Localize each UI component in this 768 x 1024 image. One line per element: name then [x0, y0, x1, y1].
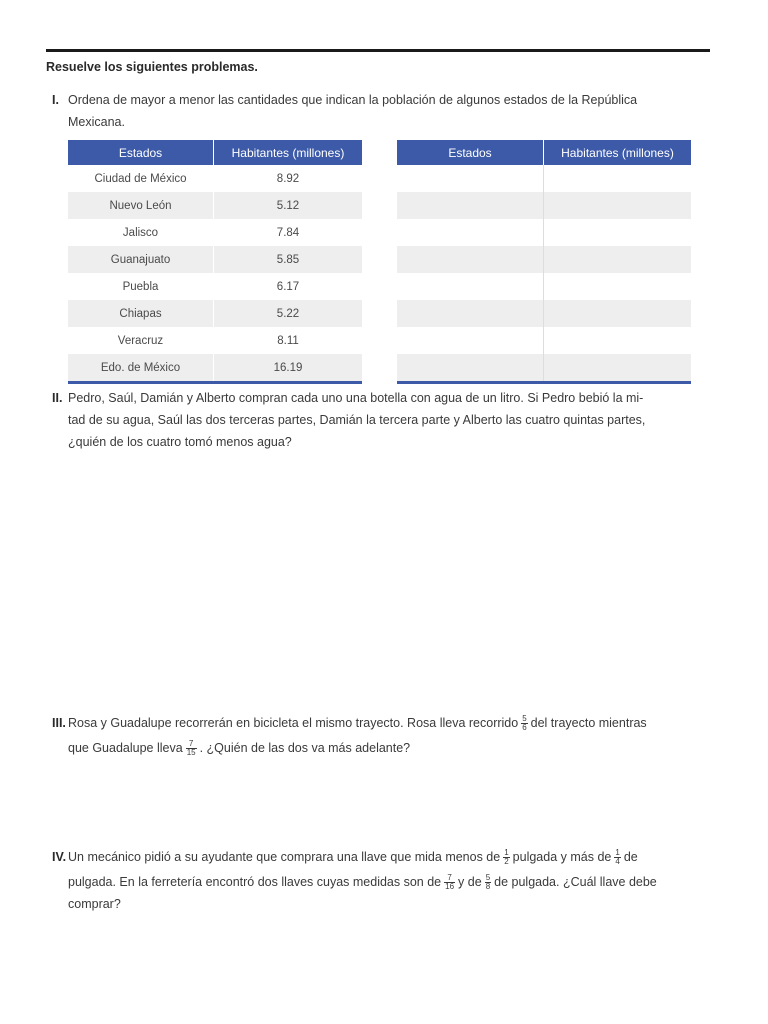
denominator: 4 — [615, 857, 620, 867]
table-row — [397, 219, 691, 246]
problem-text: Un mecánico pidió a su ayudante que comprara una llave que mida menos de — [68, 850, 501, 864]
problem-text: pulgada. En la ferretería encontró dos llaves cuyas medidas son de — [68, 875, 442, 889]
table-row — [397, 300, 691, 327]
problem-text: . ¿Quién de las dos va más adelante? — [199, 741, 411, 755]
table-row — [68, 246, 362, 273]
fraction — [521, 715, 527, 732]
table-cell: Puebla — [122, 280, 159, 293]
table-row — [397, 192, 691, 219]
population-table — [68, 140, 362, 384]
denominator: 6 — [522, 723, 527, 733]
table-row — [397, 165, 691, 192]
numerator: 5 — [485, 873, 491, 883]
table-row — [397, 246, 691, 273]
problem-text: de pulgada. ¿Cuál llave debe — [494, 875, 657, 889]
table-row — [68, 273, 362, 300]
numerator: 7 — [444, 874, 455, 883]
table-row — [397, 327, 691, 354]
denominator: 8 — [485, 882, 491, 892]
answer-cell[interactable] — [544, 165, 692, 192]
answer-cell[interactable] — [397, 327, 544, 354]
denominator: 16 — [445, 882, 455, 892]
problem-number: I. — [52, 93, 59, 107]
table-cell: 5.12 — [214, 192, 363, 219]
problem-3 — [52, 712, 647, 759]
answer-cell[interactable] — [544, 300, 692, 327]
table-row — [68, 219, 362, 246]
table-row — [68, 165, 362, 192]
table-row — [68, 192, 362, 219]
problem-2 — [52, 387, 645, 453]
answer-cell[interactable] — [544, 354, 692, 383]
table-cell: Chiapas — [68, 300, 214, 327]
table-cell: 8.11 — [214, 327, 363, 354]
fraction — [485, 874, 491, 891]
table-row — [68, 300, 362, 327]
answer-cell[interactable] — [397, 246, 544, 273]
worksheet-heading: Resuelve los siguientes problemas. — [46, 60, 258, 74]
table-row — [397, 354, 691, 383]
answer-cell[interactable] — [544, 327, 692, 354]
problem-text: del trayecto mientras — [530, 716, 647, 730]
answer-cell[interactable] — [544, 246, 692, 273]
problem-text: Pedro, Saúl, Damián y Alberto compran cada uno una botella con agua de un litro. Si Pedro bebió la mi- — [68, 391, 644, 405]
problem-number: II. — [52, 391, 63, 405]
answer-cell[interactable] — [544, 192, 692, 219]
denominator: 15 — [186, 748, 196, 758]
problem-text: que Guadalupe lleva — [68, 741, 183, 755]
table-cell: Edo. de México — [68, 354, 214, 383]
problem-number: IV. — [52, 850, 67, 864]
numerator: 5 — [522, 714, 527, 724]
problem-1 — [52, 89, 637, 133]
table-cell: Jalisco — [122, 226, 159, 239]
table-cell: 5.85 — [214, 246, 363, 273]
table-header: Habitantes (millones) — [214, 140, 363, 165]
table-cell: 7.84 — [214, 219, 363, 246]
table-cell: 6.17 — [214, 273, 363, 300]
table-cell: Nuevo León — [68, 192, 214, 219]
table-cell: 16.19 — [214, 354, 363, 383]
problem-text: Mexicana. — [68, 115, 125, 129]
table-cell: Guanajuato — [68, 246, 214, 273]
table-header: Estados — [397, 140, 544, 165]
answer-cell[interactable] — [397, 192, 544, 219]
denominator: 2 — [504, 857, 509, 867]
table-header: Estados — [68, 140, 214, 165]
fraction — [186, 740, 197, 757]
answer-cell[interactable] — [397, 354, 544, 383]
answer-cell[interactable] — [397, 165, 544, 192]
table-cell: 5.22 — [214, 300, 363, 327]
answer-cell[interactable] — [397, 300, 544, 327]
table-cell: 8.92 — [214, 165, 363, 192]
numerator: 7 — [186, 740, 197, 749]
problem-text: de — [623, 850, 638, 864]
table-row — [68, 327, 362, 354]
problem-number: III. — [52, 716, 66, 730]
fraction — [614, 849, 620, 866]
answer-cell[interactable] — [397, 219, 544, 246]
fraction — [503, 849, 509, 866]
table-cell: Veracruz — [117, 334, 164, 347]
problem-text: Ordena de mayor a menor las cantidades que indican la población de algunos estados de la República — [68, 93, 638, 107]
problem-text: pulgada y más de — [512, 850, 612, 864]
problem-text: comprar? — [68, 897, 121, 911]
problem-text: y de — [458, 875, 482, 889]
problem-text: ¿quién de los cuatro tomó menos agua? — [68, 435, 292, 449]
fraction — [444, 874, 455, 891]
table-row — [68, 354, 362, 383]
answer-table — [397, 140, 691, 384]
answer-cell[interactable] — [544, 273, 692, 300]
answer-cell[interactable] — [397, 273, 544, 300]
table-header: Habitantes (millones) — [544, 140, 692, 165]
problem-text: tad de su agua, Saúl las dos terceras partes, Damián la tercera parte y Alberto las cuatro quintas partes, — [68, 413, 646, 427]
table-row — [397, 273, 691, 300]
numerator: 1 — [504, 848, 509, 858]
problem-text: Rosa y Guadalupe recorrerán en bicicleta el mismo trayecto. Rosa lleva recorrido — [68, 716, 519, 730]
top-rule — [46, 49, 710, 52]
table-cell: Ciudad de México — [94, 172, 187, 185]
answer-cell[interactable] — [544, 219, 692, 246]
numerator: 1 — [615, 848, 620, 858]
problem-4 — [52, 846, 657, 915]
